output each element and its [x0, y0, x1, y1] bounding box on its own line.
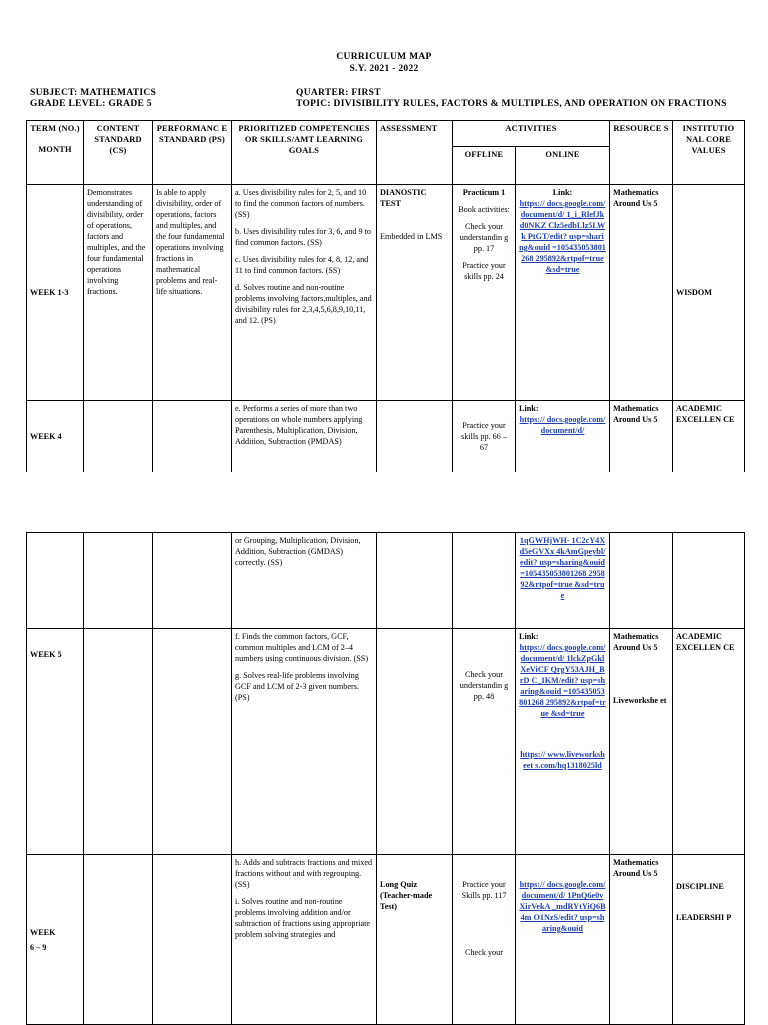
- content-standard-cell: [84, 855, 153, 1025]
- offline-cell: Check your understandin g pp. 48: [453, 629, 516, 855]
- online-cell: Link: https:// docs.google.com/ document/d/ 1_i_RlefJkd0NKZ Clz5edbLlz5LWk PtGT/edit? usp=sharing&ouid =105435053801268 295892&rtpof=true &sd=true: [516, 185, 610, 401]
- table-row: [27, 533, 745, 629]
- competencies-cell: a. Uses divisibility rules for 2, 5, and 10 to find the common factors of numbers. (SS) b. Uses divisibility rules for 3, 6, and 9 to find common factors. (SS) c. Uses divisibility rules for 4, 8, 12, and 11 to find common factors. (SS) d. Solves routine and non-routine problems involving factors,multiples, and divisibility rules for 2,3,4,5,6,8,9,10,11, and 12. (PS): [232, 185, 377, 401]
- assessment-cell: DIANOSTIC TEST Embedded in LMS: [377, 185, 453, 401]
- curriculum-table-page-1: [26, 120, 745, 473]
- google-doc-link[interactable]: https:// docs.google.com/ document/d/ 1lckZpGklXeViCF QrgY53AJH_BrD C_IKM/edit? usp=sharing&ouid =105435053801268 295892&rtpof=true &sd=true: [519, 643, 606, 718]
- resource-cell: [610, 533, 673, 629]
- curriculum-table-page-2: [26, 532, 745, 1025]
- school-year: S.Y. 2021 - 2022: [349, 64, 419, 74]
- header-performance-standard: PERFORMANC E STANDARD (PS): [153, 121, 232, 185]
- topic-label: TOPIC: DIVISIBILITY RULES, FACTORS & MULTIPLES, AND OPERATION ON FRACTIONS: [296, 99, 727, 109]
- core-value-cell: DISCIPLINE LEADERSHI P: [673, 855, 745, 1025]
- google-doc-link[interactable]: https:// docs.google.com/ document/d/ 1_i_RlefJkd0NKZ Clz5edbLlz5LWk PtGT/edit? usp=sharing&ouid =105435053801268 295892&rtpof=true &sd=true: [519, 199, 606, 274]
- competencies-cell: e. Performs a series of more than two operations on whole numbers applying Parenthesis, Multiplication, Division, Addition, Subtraction (PMDAS): [232, 401, 377, 473]
- page-one: [0, 0, 768, 472]
- assessment-cell: [377, 533, 453, 629]
- offline-cell: [453, 533, 516, 629]
- header-term: TERM (NO.) MONTH: [27, 121, 84, 185]
- competencies-cell: f. Finds the common factors, GCF, common multiples and LCM of 2–4 numbers using continuous division. (SS) g. Solves real-life problems involving GCF and LCM of 2-3 given numbers. (PS): [232, 629, 377, 855]
- liveworksheets-link[interactable]: https:// www.liveworksheet s.com/hq1318025ld: [520, 750, 605, 770]
- term-cell: WEEK 4: [27, 401, 84, 473]
- competencies-cell: or Grouping, Multiplication, Division, Addition, Subtraction (GMDAS) correctly. (SS): [232, 533, 377, 629]
- header-online: ONLINE: [516, 147, 610, 185]
- resource-cell: Mathematics Around Us 5 Liveworkshe et: [610, 629, 673, 855]
- core-value-cell: [673, 533, 745, 629]
- header-activities: ACTIVITIES: [453, 121, 610, 147]
- offline-cell: Practicum 1 Book activities: Check your understandin g pp. 17 Practice your skills pp. 24: [453, 185, 516, 401]
- grade-level-label: GRADE LEVEL: GRADE 5: [30, 99, 152, 109]
- table-row: [27, 401, 745, 473]
- assessment-cell: [377, 401, 453, 473]
- core-value-cell: ACADEMIC EXCELLEN CE: [673, 629, 745, 855]
- subject-label: SUBJECT: MATHEMATICS: [30, 88, 157, 98]
- term-cell: WEEK 5: [27, 629, 84, 855]
- table-row: [27, 629, 745, 855]
- online-cell: Link: https:// docs.google.com/ document/d/: [516, 401, 610, 473]
- term-cell: WEEK 6 – 9: [27, 855, 84, 1025]
- online-cell: [516, 533, 610, 629]
- online-cell: [516, 855, 610, 1025]
- header-resources: RESOURCE S: [610, 121, 673, 185]
- table-row: [27, 855, 745, 1025]
- page-break: [0, 472, 768, 530]
- performance-standard-cell: [153, 629, 232, 855]
- content-standard-cell: Demonstrates understanding of divisibility, order of operations, factors and multiples, and the four fundamental operations involving fractions.: [84, 185, 153, 401]
- content-standard-cell: [84, 401, 153, 473]
- header-assessment: ASSESSMENT: [377, 121, 453, 185]
- header-competencies: PRIORITIZED COMPETENCIES OR SKILLS/AMT LEARNING GOALS: [232, 121, 377, 185]
- term-cell: [27, 533, 84, 629]
- assessment-cell: [377, 629, 453, 855]
- header-content-standard: CONTENT STANDARD (CS): [84, 121, 153, 185]
- resource-cell: Mathematics Around Us 5: [610, 401, 673, 473]
- google-doc-link[interactable]: 1qGWHjWH- 1C2cY4Xd5eGVXx 4kAmGpeybl/edit? usp=sharing&ouid =105435053801268 295892&rtpof=true &sd=true: [519, 536, 606, 600]
- content-standard-cell: [84, 533, 153, 629]
- term-cell: WEEK 1-3: [27, 185, 84, 401]
- performance-standard-cell: [153, 401, 232, 473]
- core-value-cell: WISDOM: [673, 185, 745, 401]
- google-doc-link[interactable]: https:// docs.google.com/ document/d/: [519, 415, 606, 435]
- content-standard-cell: [84, 629, 153, 855]
- resource-cell: Mathematics Around Us 5: [610, 855, 673, 1025]
- online-cell: Link: https:// docs.google.com/ document/d/ 1lckZpGklXeViCF QrgY53AJH_BrD C_IKM/edit? usp=sharing&ouid =105435053801268 295892&rtpof=true &sd=true https:// www.liveworksheet s.com/hq1318025ld: [516, 629, 610, 855]
- google-doc-link[interactable]: https:// docs.google.com/ document/d/ 1PnQ6e0vXirVekA _mdRYtYiQ6B4m O1NzS/edit? usp=sharing&ouid: [519, 880, 606, 933]
- performance-standard-cell: [153, 533, 232, 629]
- page-two: [0, 530, 768, 1024]
- resource-cell: Mathematics Around Us 5: [610, 185, 673, 401]
- core-value-cell: ACADEMIC EXCELLEN CE: [673, 401, 745, 473]
- offline-cell: Practice your Skills pp. 117 Check your: [453, 855, 516, 1025]
- quarter-label: QUARTER: FIRST: [296, 88, 381, 98]
- table-row: [27, 185, 745, 401]
- performance-standard-cell: Is able to apply divisibility, order of operations, factors and multiples, and the four fundamental operations involving fractions in mathematical problems and real-life situations.: [153, 185, 232, 401]
- competencies-cell: h. Adds and subtracts fractions and mixed fractions without and with regrouping. (SS) i. Solves routine and non-routine problems involving addition and/or subtraction of fractions using appropriate problem solving strategies and: [232, 855, 377, 1025]
- document-title: CURRICULUM MAP: [336, 52, 432, 62]
- performance-standard-cell: [153, 855, 232, 1025]
- header-offline: OFFLINE: [453, 147, 516, 185]
- offline-cell: Practice your skills pp. 66 – 67: [453, 401, 516, 473]
- header-core-values: INSTITUTIO NAL CORE VALUES: [673, 121, 745, 185]
- assessment-cell: Long Quiz (Teacher-made Test): [377, 855, 453, 1025]
